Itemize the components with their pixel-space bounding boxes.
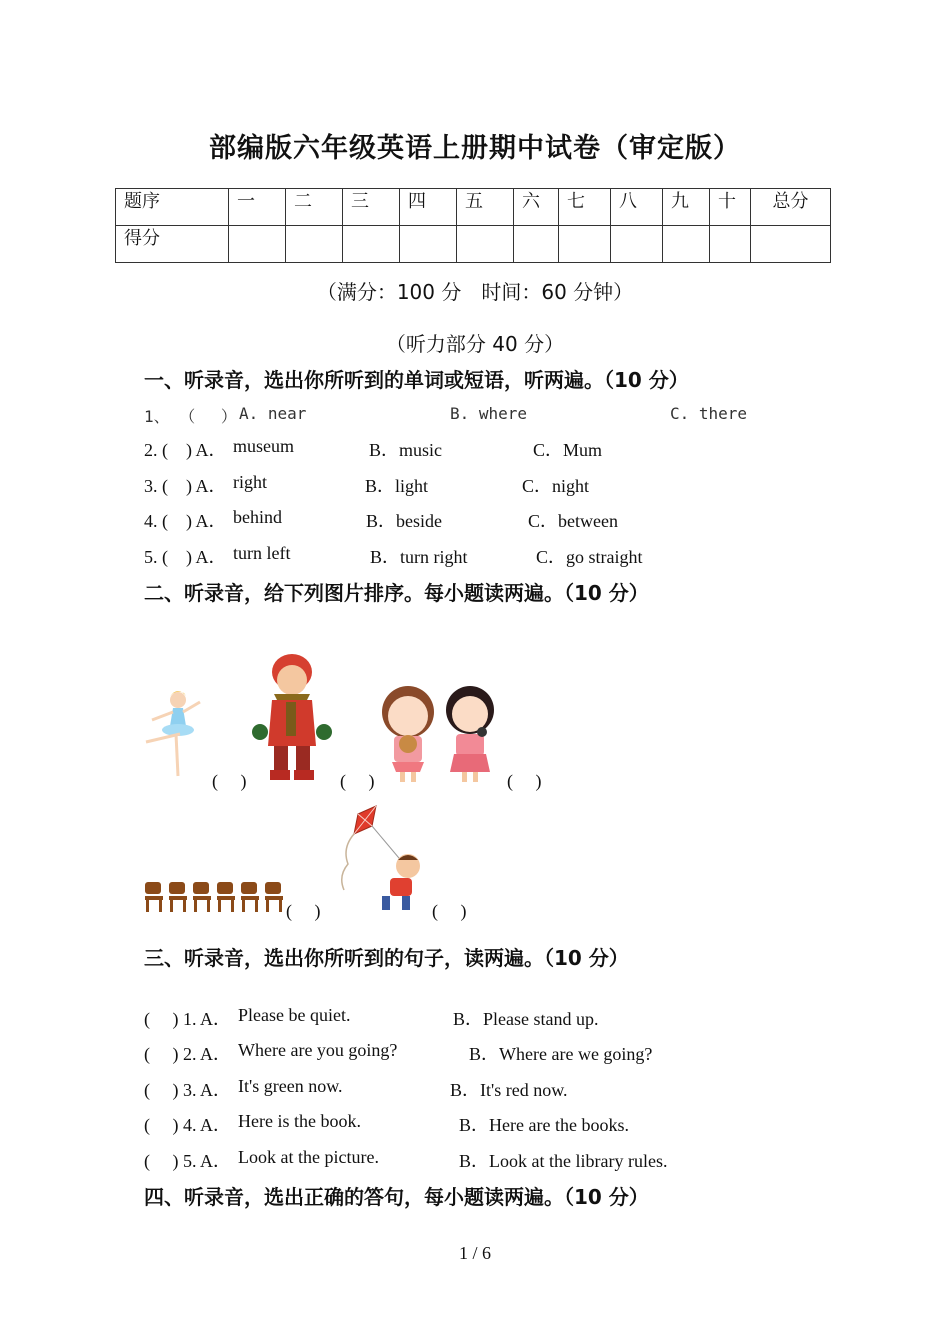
chairs-image bbox=[143, 880, 285, 914]
winter-boy-image bbox=[246, 646, 338, 784]
s3-q1-option-b: B．Please stand up. bbox=[453, 1009, 599, 1029]
score-cell[interactable] bbox=[751, 226, 831, 263]
header-cell: 题序 bbox=[116, 189, 229, 226]
q1-option-c: C. there bbox=[670, 404, 748, 423]
section1-heading: 一、听录音，选出你所听到的单词或短语，听两遍。（10 分） bbox=[144, 368, 689, 392]
s3-q3-option-a: It's green now. bbox=[238, 1076, 343, 1096]
q3-option-a: right bbox=[233, 472, 267, 492]
picture-blank-4[interactable]: ( ) bbox=[286, 901, 321, 921]
picture-blank-5[interactable]: ( ) bbox=[432, 901, 467, 921]
score-cell[interactable] bbox=[663, 226, 710, 263]
score-cell[interactable] bbox=[286, 226, 343, 263]
section3-heading: 三、听录音，选出你所听到的句子，读两遍。（10 分） bbox=[144, 946, 629, 970]
q2-option-c: C．Mum bbox=[533, 440, 603, 460]
score-table bbox=[115, 188, 831, 263]
picture-blank-1[interactable]: ( ) bbox=[212, 771, 247, 791]
header-cell: 一 bbox=[229, 189, 286, 226]
s3-q2-option-a: Where are you going? bbox=[238, 1040, 398, 1060]
score-cell[interactable] bbox=[514, 226, 559, 263]
kite-boy-image bbox=[318, 804, 430, 916]
singing-girls-image bbox=[374, 682, 502, 784]
q4-option-a: behind bbox=[233, 507, 282, 527]
q4-option-c: C．between bbox=[528, 511, 618, 531]
q5-option-c: C．go straight bbox=[536, 547, 643, 567]
s3-q4-option-a: Here is the book. bbox=[238, 1111, 361, 1131]
s3-q3-option-b: B．It's red now. bbox=[450, 1080, 568, 1100]
s3-q3-prefix: ( ) 3. A． bbox=[144, 1080, 231, 1100]
q2-option-b: B．music bbox=[369, 440, 443, 460]
s3-q4-prefix: ( ) 4. A． bbox=[144, 1115, 231, 1135]
header-cell: 七 bbox=[559, 189, 611, 226]
s3-q5-option-b: B．Look at the library rules. bbox=[459, 1151, 668, 1171]
header-cell: 三 bbox=[343, 189, 400, 226]
score-cell[interactable] bbox=[343, 226, 400, 263]
page-number: 1 / 6 bbox=[458, 1243, 491, 1263]
header-cell: 六 bbox=[514, 189, 559, 226]
q5-option-a: turn left bbox=[233, 543, 291, 563]
score-table-score-row bbox=[116, 226, 831, 263]
picture-blank-2[interactable]: ( ) bbox=[340, 771, 375, 791]
q5-number: 5. ( ) A． bbox=[144, 547, 227, 567]
score-cell[interactable] bbox=[400, 226, 457, 263]
score-cell[interactable] bbox=[710, 226, 751, 263]
s3-q5-option-a: Look at the picture. bbox=[238, 1147, 379, 1167]
q4-number: 4. ( ) A． bbox=[144, 511, 227, 531]
header-cell: 五 bbox=[457, 189, 514, 226]
header-cell: 四 bbox=[400, 189, 457, 226]
score-table-header-row bbox=[116, 189, 831, 226]
s3-q2-prefix: ( ) 2. A． bbox=[144, 1044, 231, 1064]
s3-q4-option-b: B．Here are the books. bbox=[459, 1115, 629, 1135]
q4-option-b: B．beside bbox=[366, 511, 442, 531]
ballerina-image bbox=[140, 684, 210, 784]
score-cell[interactable] bbox=[457, 226, 514, 263]
score-cell[interactable] bbox=[611, 226, 663, 263]
q3-option-b: B．light bbox=[365, 476, 429, 496]
q5-option-b: B．turn right bbox=[370, 547, 468, 567]
section2-heading: 二、听录音，给下列图片排序。每小题读两遍。（10 分） bbox=[144, 581, 649, 605]
row-label-cell: 得分 bbox=[116, 226, 229, 263]
q3-number: 3. ( ) A． bbox=[144, 476, 227, 496]
q2-option-a: museum bbox=[233, 436, 294, 456]
picture-blank-3[interactable]: ( ) bbox=[507, 771, 542, 791]
s3-q5-prefix: ( ) 5. A． bbox=[144, 1151, 231, 1171]
header-cell: 八 bbox=[611, 189, 663, 226]
score-cell[interactable] bbox=[229, 226, 286, 263]
section4-heading: 四、听录音，选出正确的答句，每小题读两遍。（10 分） bbox=[144, 1185, 649, 1209]
q1-option-b: B. where bbox=[450, 404, 528, 423]
score-cell[interactable] bbox=[559, 226, 611, 263]
page-title: 部编版六年级英语上册期中试卷（审定版） bbox=[209, 133, 741, 164]
s3-q1-prefix: ( ) 1. A． bbox=[144, 1009, 231, 1029]
header-cell: 十 bbox=[710, 189, 751, 226]
exam-info: （满分：100 分 时间：60 分钟） bbox=[316, 280, 634, 304]
header-cell: 九 bbox=[663, 189, 710, 226]
q3-option-c: C．night bbox=[522, 476, 590, 496]
listening-header: （听力部分 40 分） bbox=[385, 332, 565, 356]
q1-number: 1、 （ ） bbox=[144, 407, 237, 426]
s3-q2-option-b: B．Where are we going? bbox=[469, 1044, 653, 1064]
q2-number: 2. ( ) A． bbox=[144, 440, 227, 460]
header-cell: 总分 bbox=[751, 189, 831, 226]
q1-option-a: A. near bbox=[239, 404, 307, 423]
s3-q1-option-a: Please be quiet. bbox=[238, 1005, 351, 1025]
header-cell: 二 bbox=[286, 189, 343, 226]
